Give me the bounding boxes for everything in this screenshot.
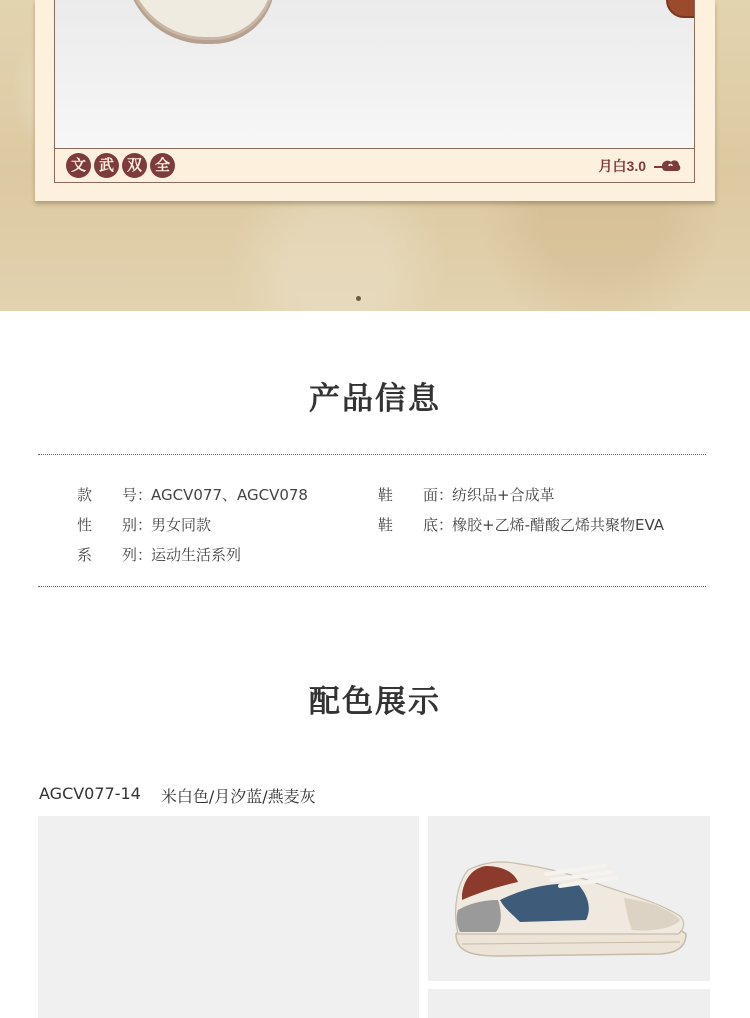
product-image-side[interactable] [428, 816, 710, 981]
seal-char: 文 [66, 153, 91, 178]
spec-upper [378, 484, 555, 505]
hero-banner [0, 0, 750, 311]
shoe-heel-graphic [666, 0, 695, 18]
shoe-sole-graphic [125, 0, 275, 40]
spec-label: 款 号： [77, 486, 153, 504]
cloud-swirl-icon [652, 157, 682, 175]
spec-value: 橡胶+乙烯-醋酸乙烯共聚物EVA [452, 516, 665, 534]
hero-shoe-photo [54, 0, 695, 149]
product-image-main[interactable] [38, 816, 419, 1018]
spec-label: 性 别： [77, 516, 153, 534]
variant-header [39, 784, 316, 807]
spec-value: 纺织品+合成革 [452, 486, 555, 504]
hero-caption-bar [54, 149, 695, 183]
seal-char: 全 [150, 153, 175, 178]
seal-char: 双 [122, 153, 147, 178]
product-info-title: 产品信息 [309, 381, 441, 417]
spec-label: 鞋 底： [378, 516, 454, 534]
spec-value: AGCV077、AGCV078 [151, 486, 308, 504]
spec-gender [77, 514, 211, 535]
spec-sole [378, 514, 664, 535]
product-image-detail[interactable] [428, 989, 710, 1018]
variant-colors: 米白色/月汐蓝/燕麦灰 [160, 787, 316, 806]
spec-model [77, 484, 308, 505]
color-display-title: 配色展示 [309, 684, 441, 720]
banner-texture-speck [356, 296, 361, 301]
shoe-side-illustration [428, 816, 710, 981]
seal-char: 武 [94, 153, 119, 178]
spec-value: 运动生活系列 [151, 546, 242, 564]
spec-label: 鞋 面： [378, 486, 454, 504]
spec-value: 男女同款 [151, 516, 212, 534]
divider [38, 586, 706, 587]
seal-title [66, 153, 175, 178]
spec-series [77, 544, 241, 565]
caption-right [599, 156, 682, 176]
divider [38, 454, 706, 455]
series-caption: 月白3.0 [598, 158, 646, 174]
variant-code: AGCV077-14 [39, 784, 141, 803]
spec-label: 系 列： [77, 546, 153, 564]
